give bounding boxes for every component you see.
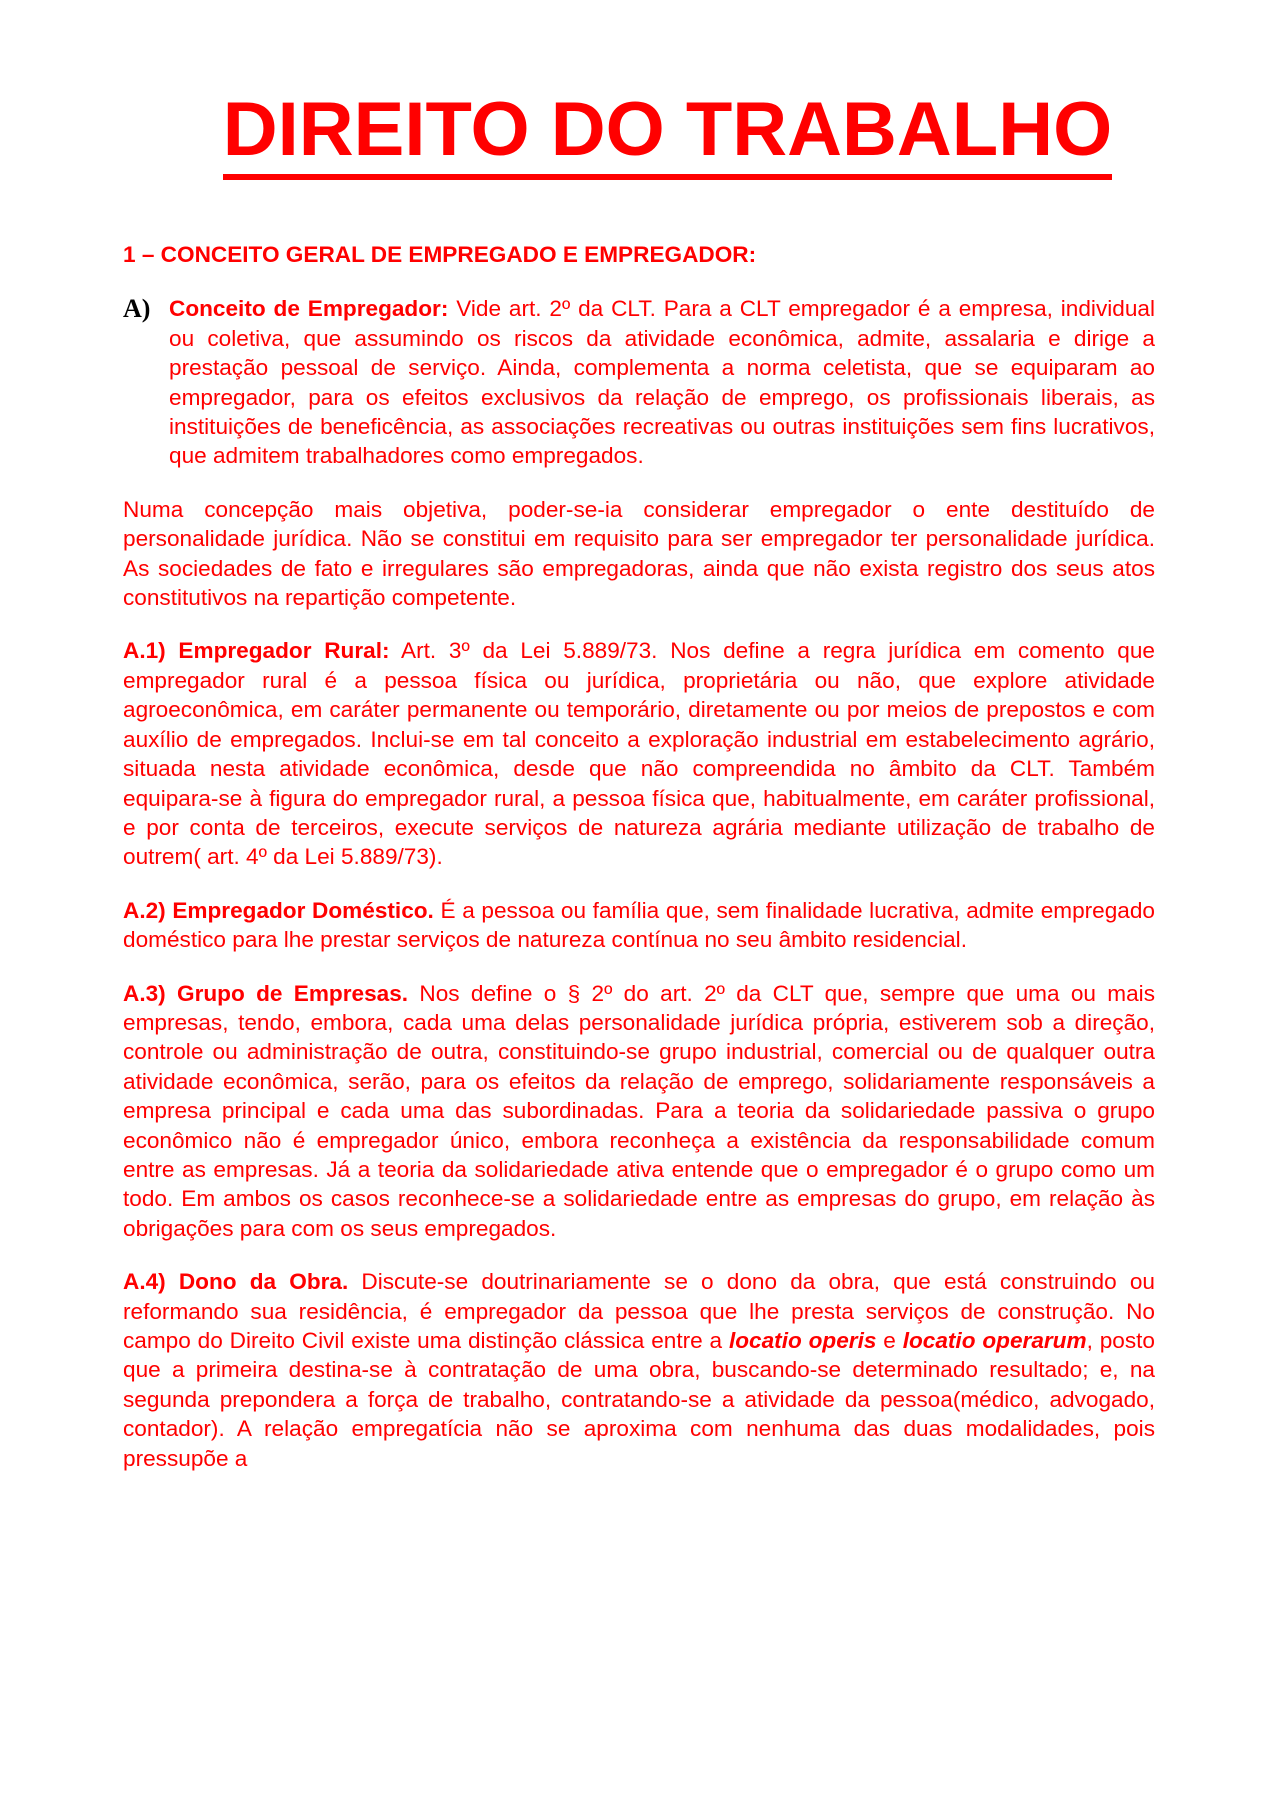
a1-text: Art. 3º da Lei 5.889/73. Nos define a regra jurídica em comento que empregador rural é a pessoa física ou jurídica, proprietária ou não, que explore atividade agroeconômica, em caráter permanente ou temporário, diretamente ou por meios de prepostos e com auxílio de empregados. Inclui-se em tal conceito a exploração industrial em estabelecimento agrário, situada nesta atividade econômica, desde que não compreendida no âmbito da CLT. Também equipara-se à figura do empregador rural, a pessoa física que, habitualmente, em caráter profissional, e por conta de terceiros, execute serviços de natureza agrária mediante utilização de trabalho de outrem( art. 4º da Lei 5.889/73). [123, 638, 1155, 870]
item-a-marker: A) [123, 294, 151, 324]
paragraph-objective-concept: Numa concepção mais objetiva, poder-se-ia considerar empregador o ente destituído de personalidade jurídica. Não se constitui em requisito para ser empregador ter personalidade jurídica. As sociedades de fato e irregulares são empregadoras, ainda que não exista registro dos seus atos constitutivos na repartição competente. [123, 496, 1155, 611]
a4-label: A.4) Dono da Obra. [123, 1269, 349, 1295]
section-a4-work-owner [123, 1267, 1155, 1473]
a3-text: Nos define o § 2º do art. 2º da CLT que, sempre que uma ou mais empresas, tendo, embora, cada uma delas personalidade jurídica própria, estiverem sob a direção, controle ou administração de outra, constituindo-se grupo industrial, comercial ou de qualquer outra atividade econômica, serão, para os efeitos da relação de emprego, solidariamente responsáveis a empresa principal e cada uma das subordinadas. Para a teoria da solidariedade passiva o grupo econômico não é empregador único, embora reconheça a existência da responsabilidade comum entre as empresas. Já a teoria da solidariedade ativa entende que o empregador é o grupo como um todo. Em ambos os casos reconhece-se a solidariedade entre as empresas do grupo, em relação às obrigações para com os seus empregados. [123, 980, 1155, 1241]
section-a2-domestic-employer [123, 896, 1155, 955]
document-body [123, 240, 1155, 1497]
section-a1-rural-employer [123, 636, 1155, 871]
item-a-label: Conceito de Empregador: [169, 296, 449, 322]
a4-text-2: e [876, 1328, 903, 1353]
a3-label: A.3) Grupo de Empresas. [123, 980, 409, 1006]
a1-label: A.1) Empregador Rural: [123, 638, 390, 664]
item-a-text: Vide art. 2º da CLT. Para a CLT empregador é a empresa, individual ou coletiva, que assumindo os riscos da atividade econômica, admite, assalaria e dirige a prestação pessoal de serviço. Ainda, complementa a norma celetista, que se equiparam ao empregador, para os efeitos exclusivos da relação de emprego, os profissionais liberais, as instituições de beneficência, as associações recreativas ou outras instituições sem fins lucrativos, que admitem trabalhadores como empregados. [169, 296, 1155, 469]
a4-term-locatio-operarum: locatio operarum [902, 1328, 1087, 1353]
section-a3-group-of-companies [123, 979, 1155, 1244]
document-title: DIREITO DO TRABALHO [0, 92, 1280, 168]
section-heading: 1 – CONCEITO GERAL DE EMPREGADO E EMPREGADOR: [123, 242, 757, 267]
item-a-employer-concept [123, 294, 1155, 470]
a4-text-3: , posto que a primeira destina-se à contratação de uma obra, buscando-se determinado resultado; e, na segunda prepondera a força de trabalho, contratando-se a atividade da pessoa(médico, advogado, contador). A relação empregatícia não se aproxima com nenhuma das duas modalidades, pois pressupõe a [123, 1328, 1155, 1471]
a2-label: A.2) Empregador Doméstico. [123, 897, 434, 923]
a4-text-1: Discute-se doutrinariamente se o dono da obra, que está construindo ou reformando sua residência, é empregador da pessoa que lhe presta serviços de construção. No campo do Direito Civil existe uma distinção clássica entre a [123, 1269, 1155, 1353]
item-a-paragraph [169, 294, 1155, 470]
a4-term-locatio-operis: locatio operis [728, 1328, 877, 1353]
a2-text: É a pessoa ou família que, sem finalidade lucrativa, admite empregado doméstico para lhe prestar serviços de natureza contínua no seu âmbito residencial. [123, 897, 1155, 953]
